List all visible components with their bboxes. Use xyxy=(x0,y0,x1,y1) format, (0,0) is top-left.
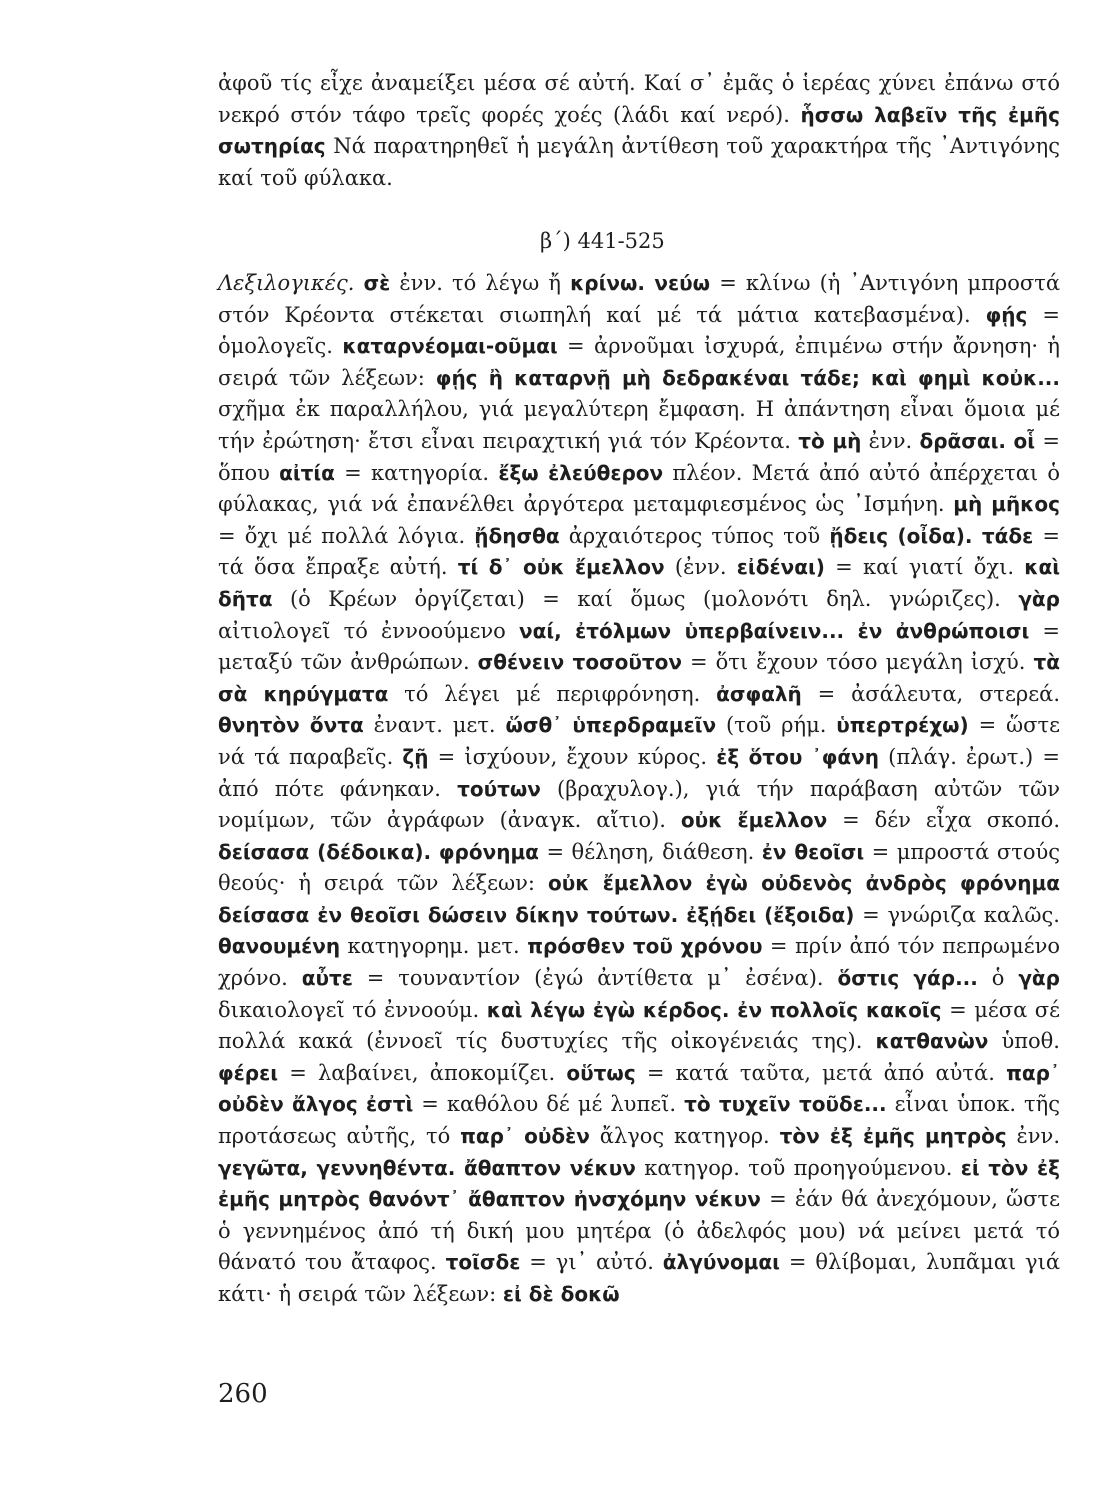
gloss-text: σχῆμα ἐκ παραλλήλου, γιά μεγαλύτερη ἔμφαση. Η ἀπάντηση εἶναι ὅμοια μέ τήν ἐρώτηση· ἔτσι εἶναι πειραχτική γιά τόν Κρέοντα. xyxy=(218,397,1060,453)
lemma-term: ἐξ ὅτου ᾿φάνη xyxy=(716,744,880,769)
gloss-text: Νά παρατηρηθεῖ ἡ μεγάλη ἀντίθεση τοῦ χαρακτήρα τῆς ᾿Αντιγόνης καί τοῦ φύλακα. xyxy=(218,134,1060,190)
lemma-term: σθένειν τοσοῦτον xyxy=(477,650,683,675)
gloss-text: = ὅπου xyxy=(218,428,1061,485)
gloss-text: = ἀρνοῦμαι ἰσχυρά, ἐπιμένω στήν ἄρνηση· ἡ σειρά τῶν λέξεων: xyxy=(218,334,1061,390)
gloss-text: = μπροστά στούς θεούς· ἡ σειρά τῶν λέξεων: xyxy=(218,839,1060,896)
gloss-text: τό λέγει μέ περιφρόνηση. xyxy=(388,681,717,706)
gloss-text: πλέον. Μετά ἀπό αὐτό ἀπέρχεται ὁ φύλακας, γιά νά ἐπανέλθει ἀργότερα μεταμφιεσμένος ὡς ᾿Ισμήνη. xyxy=(218,460,1061,517)
lemma-term: γὰρ xyxy=(1018,586,1060,611)
lemma-term: ἀλγύνομαι xyxy=(662,1250,780,1275)
gloss-text: κατηγορ. τοῦ προηγούμενου. xyxy=(635,1155,961,1180)
gloss-text: εἶναι ὑποκ. τῆς προτάσεως αὐτῆς, τό xyxy=(218,1092,1060,1149)
gloss-text: (ἐνν. xyxy=(664,555,737,580)
gloss-text: ἀρχαιότερος τύπος τοῦ xyxy=(559,523,830,548)
lemma-term: τὸν ἐξ ἐμῆς μητρὸς xyxy=(779,1124,1007,1149)
lemma-term: αὖτε xyxy=(301,966,353,991)
lemma-term: καὶ λέγω ἐγὼ κέρδος. ἐν πολλοῖς κακοῖς xyxy=(486,997,942,1022)
gloss-text: (βραχυλογ.), γιά τήν παράβαση αὐτῶν τῶν νομίμων, τῶν ἀγράφων (ἀναγκ. αἴτιο). xyxy=(218,776,1060,833)
gloss-text: = δέν εἶχα σκοπό. xyxy=(827,808,1061,833)
lemma-term: οὐκ ἔμελλον ἐγὼ οὐδενὸς ἀνδρὸς φρόνημα δείσασα ἐν θεοῖσι δώσειν δίκην τούτων. ἐξῄδει (ἔξοιδα) xyxy=(218,871,1060,927)
lemma-term: εἰ τὸν ἐξ ἐμῆς μητρὸς θανόντ᾿ ἄθαπτον ἠνσχόμην νέκυν xyxy=(218,1155,1060,1212)
lemma-term: μὴ μῆκος xyxy=(953,492,1060,517)
gloss-text: ἐνν. xyxy=(1006,1124,1060,1149)
lemma-term: ὑπερτρέχω) xyxy=(836,713,969,738)
gloss-text: αἰτιολογεῖ τό ἐννοούμενο xyxy=(218,618,519,643)
gloss-text: ἐναντ. μετ. xyxy=(363,713,506,738)
commentary-paragraph xyxy=(218,268,1060,1311)
gloss-text: ὁ xyxy=(977,966,1019,991)
lemma-term: παρ᾿ οὐδὲν xyxy=(460,1124,590,1149)
gloss-text: = ὄχι μέ πολλά λόγια. xyxy=(218,523,475,548)
top-paragraph xyxy=(218,68,1060,194)
gloss-text: ἐνν. τό λέγω ἤ xyxy=(390,271,571,295)
gloss-text: = πρίν ἀπό τόν πεπρωμένο χρόνο. xyxy=(218,934,1060,991)
lemma-term: ὅστις γάρ... xyxy=(837,966,978,991)
gloss-text: = θλίβομαι, λυπᾶμαι γιά κάτι· ἡ σειρά τῶν λέξεων: xyxy=(218,1250,1061,1306)
lemma-term: θνητὸν ὄντα xyxy=(218,713,364,738)
lemma-term: φῄς xyxy=(985,302,1028,327)
gloss-text: = ὥστε νά τά παραβεῖς. xyxy=(218,713,1061,769)
lemma-term: εἰ δὲ δοκῶ xyxy=(502,1282,620,1306)
lemma-term: ᾔδεις (οἶδα). τάδε xyxy=(829,523,1034,548)
gloss-text: ἀφοῦ τίς εἶχε ἀναμείξει μέσα σέ αὐτή. Καί σ᾿ ἐμᾶς ὁ ἱερέας χύνει ἐπάνω στό νεκρό στόν τάφο τρεῖς φορές χοές (λάδι καί νερό). xyxy=(218,71,1060,127)
gloss-text: = γνώριζα καλῶς. xyxy=(854,902,1060,927)
gloss-text: = κατά ταῦτα, μετά ἀπό αὐτά. xyxy=(635,1060,1007,1085)
lemma-term: εἰδέναι) xyxy=(736,555,825,580)
lemma-term: τί δ᾿ οὐκ ἔμελλον xyxy=(457,555,665,580)
lemma-term: ἐν θεοῖσι xyxy=(761,839,865,864)
gloss-text: ἄλγος κατηγορ. xyxy=(589,1124,780,1149)
page-number: 260 xyxy=(218,1379,268,1409)
section-heading: β΄) 441-525 xyxy=(540,229,665,253)
gloss-text: = γι᾿ αὐτό. xyxy=(520,1250,663,1275)
gloss-text: = καθόλου δέ μέ λυπεῖ. xyxy=(413,1092,685,1117)
gloss-text: = μέσα σέ πολλά κακά (ἐννοεῖ τίς δυστυχίες τῆς οἰκογένειάς της). xyxy=(218,997,1061,1054)
lemma-term: γὰρ xyxy=(1018,966,1060,991)
lemma-term: τὸ τυχεῖν τοῦδε... xyxy=(684,1092,887,1117)
lemma-term: οὐκ ἔμελλον xyxy=(680,808,828,833)
lemma-term: πρόσθεν τοῦ χρόνου xyxy=(527,934,763,959)
lemma-term: φέρει xyxy=(218,1060,279,1085)
gloss-text: δικαιολογεῖ τό ἐννοούμ. xyxy=(218,997,487,1022)
lemma-term: τούτων xyxy=(457,776,541,801)
gloss-text: κατηγορημ. μετ. xyxy=(340,934,528,959)
lemma-term: γεγῶτα, γεννηθέντα. ἄθαπτον νέκυν xyxy=(218,1155,636,1180)
lemma-term: κατθανὼν xyxy=(875,1029,989,1054)
lemma-term: κρίνω. νεύω xyxy=(570,271,711,295)
gloss-text: = ὅτι ἔχουν τόσο μεγάλη ἰσχύ. xyxy=(682,650,1034,675)
lemma-term: ναί, ἐτόλμων ὑπερβαίνειν... ἐν ἀνθρώποισι xyxy=(518,618,1030,643)
gloss-text: = ἀσάλευτα, στερεά. xyxy=(801,681,1060,706)
lemma-term: ἧσσω λαβεῖν τῆς ἐμῆς σωτηρίας xyxy=(218,102,1060,159)
gloss-text: = τά ὅσα ἔπραξε αὐτή. xyxy=(218,523,1060,580)
lemma-term: οὕτως xyxy=(566,1060,636,1085)
lemma-term: τοῖσδε xyxy=(445,1250,521,1275)
lemma-term: καὶ δῆτα xyxy=(218,555,1060,611)
lemma-term: παρ᾿ οὐδὲν ἄλγος ἐστὶ xyxy=(218,1060,1060,1117)
lemma-term: τὰ σὰ κηρύγματα xyxy=(218,650,1060,706)
lemma-term: ζῇ xyxy=(402,744,429,769)
lemma-term: ἀσφαλῆ xyxy=(716,681,802,706)
gloss-text: ἐνν. xyxy=(861,428,920,453)
gloss-text: = λαβαίνει, ἀποκομίζει. xyxy=(278,1060,567,1085)
lemma-term: τὸ μὴ xyxy=(798,428,862,453)
gloss-text: = ἰσχύουν, ἔχουν κύρος. xyxy=(428,744,717,769)
lemma-term: δρᾶσαι. οἷ xyxy=(919,428,1036,453)
lemma-term: θανουμένη xyxy=(218,934,341,959)
gloss-text: = κλίνω (ἡ ᾿Αντιγόνη μπροστά στόν Κρέοντα στέκεται σιωπηλή καί μέ τά μάτια κατεβασμένα). xyxy=(218,271,1061,327)
gloss-text: = θέληση, διάθεση. xyxy=(538,839,762,864)
lemma-term: σὲ xyxy=(363,271,391,295)
gloss-text: = κατηγορία. xyxy=(334,460,499,485)
gloss-text: = ἐάν θά ἀνεχόμουν, ὥστε ὁ γεννημένος ἀπό τή δική μου μητέρα (ὁ ἀδελφός μου) νά μείνει μετά τό θάνατό του ἄταφος. xyxy=(218,1187,1060,1275)
lemma-term: ὥσθ᾿ ὑπερδραμεῖν xyxy=(505,713,717,738)
gloss-text: = τουναντίον (ἐγώ ἀντίθετα μ᾿ ἐσένα). xyxy=(352,966,838,991)
lemma-term: ᾔδησθα xyxy=(474,523,560,548)
lemma-term: ἔξω ἐλεύθερον xyxy=(498,460,664,485)
gloss-text: = καί γιατί ὄχι. xyxy=(824,555,1025,580)
lemma-term: φῄς ἢ καταρνῇ μὴ δεδρακέναι τάδε; καὶ φημὶ κοὐκ... xyxy=(435,365,1061,390)
lemma-term: δείσασα (δέδοικα). φρόνημα xyxy=(218,839,539,864)
lemma-term: αἰτία xyxy=(279,460,335,485)
gloss-text: = μεταξύ τῶν ἀνθρώπων. xyxy=(218,618,1060,675)
heading-term: Λεξιλογικές. xyxy=(218,271,355,295)
gloss-text: = ὁμολογεῖς. xyxy=(218,302,1060,359)
gloss-text xyxy=(354,271,363,295)
gloss-text: ὑποθ. xyxy=(988,1029,1060,1054)
gloss-text: (πλάγ. ἐρωτ.) = ἀπό πότε φάνηκαν. xyxy=(218,744,1060,801)
gloss-text: (ὁ Κρέων ὀργίζεται) = καί ὅμως (μολονότι δηλ. γνώριζες). xyxy=(272,586,1019,611)
gloss-text: (τοῦ ρήμ. xyxy=(716,713,837,738)
lemma-term: καταρνέομαι-οῦμαι xyxy=(342,334,558,359)
